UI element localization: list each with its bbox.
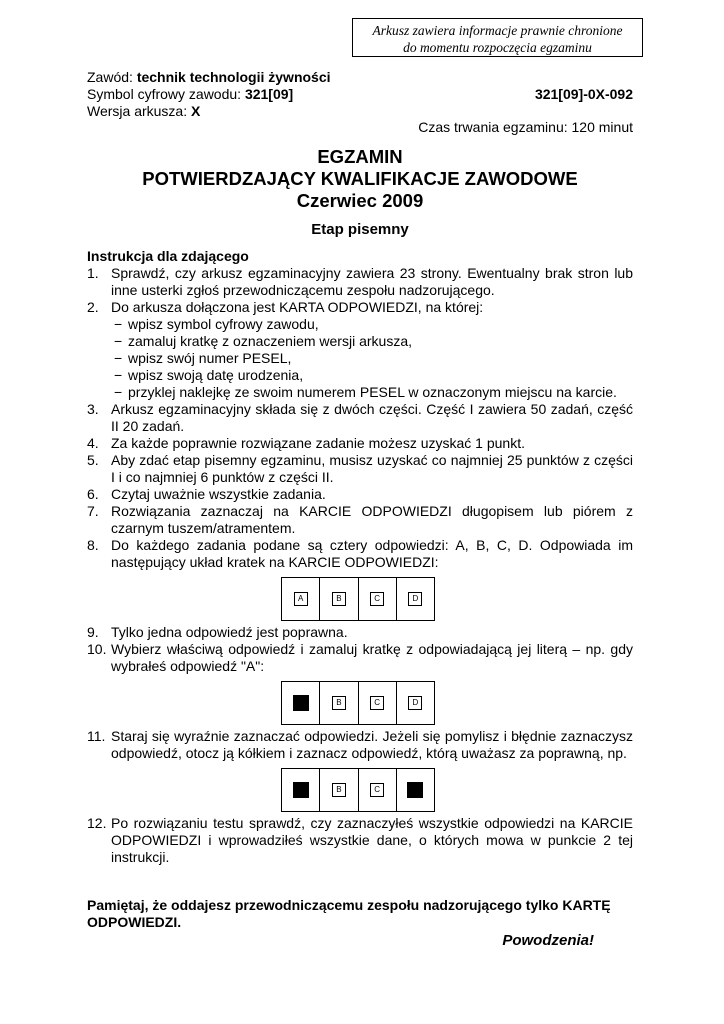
version-label: Wersja arkusza: <box>87 103 191 119</box>
item-number: 12. <box>87 815 107 831</box>
sub-item <box>87 367 633 384</box>
answer-cell <box>319 577 357 621</box>
instruction-item <box>87 537 633 571</box>
item-text: Tylko jedna odpowiedź jest poprawna. <box>111 624 348 640</box>
item-text: Wybierz właściwą odpowiedź i zamaluj kratkę z odpowiadającą jej literą – np. gdy wybrałeś odpowiedź "A": <box>111 641 633 674</box>
title-line-1: EGZAMIN <box>317 146 403 167</box>
exam-meta <box>87 69 633 120</box>
sub-item <box>87 384 633 401</box>
item-number: 1. <box>87 265 99 281</box>
dash-bullet: − <box>114 384 123 400</box>
item-text: Czytaj uważnie wszystkie zadania. <box>111 486 326 502</box>
item-text: Aby zdać etap pisemny egzaminu, musisz uzyskać co najmniej 25 punktów z części I i co najmniej 6 punktów z części II. <box>111 452 633 485</box>
item-text: Za każde poprawnie rozwiązane zadanie możesz uzyskać 1 punkt. <box>111 435 525 451</box>
item-number: 2. <box>87 299 99 315</box>
instruction-item <box>87 503 633 537</box>
answer-cell <box>396 768 435 812</box>
answer-box-c: C <box>370 592 384 606</box>
answer-box-a: A <box>294 592 308 606</box>
sub-item-text: przyklej naklejkę ze swoim numerem PESEL w oznaczonym miejscu na karcie. <box>128 384 617 400</box>
answer-grid-example <box>281 577 435 621</box>
item-number: 7. <box>87 503 99 519</box>
footer-reminder: Pamiętaj, że oddajesz przewodniczącemu zespołu nadzorującego tylko KARTĘ ODPOWIEDZI. <box>87 897 611 930</box>
code-label: Symbol cyfrowy zawodu: <box>87 86 245 102</box>
code-row <box>87 86 633 103</box>
instruction-item <box>87 299 633 316</box>
answer-box-c: C <box>370 783 384 797</box>
answer-cell <box>281 681 319 725</box>
item-text: Staraj się wyraźnie zaznaczać odpowiedzi. Jeżeli się pomylisz i błędnie zaznaczysz odpowiedź, otocz ją kółkiem i zaznacz odpowiedź, którą uważasz za poprawną, np. <box>111 728 633 761</box>
answer-cell <box>358 768 396 812</box>
sheet-code: 321[09]-0X-092 <box>534 86 633 102</box>
answer-cell <box>281 577 319 621</box>
answer-box-d: D <box>408 592 422 606</box>
item-number: 6. <box>87 486 99 502</box>
instruction-item <box>87 624 633 641</box>
version-value: X <box>191 103 201 119</box>
dash-bullet: − <box>114 316 123 332</box>
dash-bullet: − <box>114 333 123 349</box>
item-number: 8. <box>87 537 99 553</box>
item-number: 11. <box>87 728 106 744</box>
item-text: Po rozwiązaniu testu sprawdź, czy zaznaczyłeś wszystkie odpowiedzi na KARCIE ODPOWIEDZI i wprowadziłeś wszystkie dane, o których mowa w punkcie 2 tej instrukcji. <box>111 815 633 865</box>
answer-grid-filled-example <box>281 681 435 725</box>
instruction-item <box>87 815 633 866</box>
item-text: Rozwiązania zaznaczaj na KARCIE ODPOWIEDZI długopisem lub piórem z czarnym tuszem/atramentem. <box>111 503 633 536</box>
instruction-item <box>87 641 633 675</box>
legal-notice-line-2: do momentu rozpoczęcia egzaminu <box>403 40 592 55</box>
item-number: 5. <box>87 452 99 468</box>
version-row <box>87 103 633 120</box>
item-number: 10. <box>87 641 107 657</box>
instruction-item <box>87 401 633 435</box>
dash-bullet: − <box>114 350 123 366</box>
item-number: 4. <box>87 435 99 451</box>
title-line-3: Czerwiec 2009 <box>296 190 424 211</box>
answer-cell <box>358 681 396 725</box>
title-line-2: POTWIERDZAJĄCY KWALIFIKACJE ZAWODOWE <box>142 168 578 189</box>
profession-value: technik technologii żywności <box>136 69 331 85</box>
instructions-heading: Instrukcja dla zdającego <box>87 248 249 264</box>
answer-box-b: B <box>332 696 346 710</box>
sub-item-text: zamaluj kratkę z oznaczeniem wersji arkusza, <box>128 333 412 349</box>
item-text: Do każdego zadania podane są cztery odpowiedzi: A, B, C, D. Odpowiada im następujący układ kratek na KARCIE ODPOWIEDZI: <box>111 537 633 570</box>
sub-item-text: wpisz swoją datę urodzenia, <box>128 367 304 383</box>
answer-box-b: B <box>332 783 346 797</box>
answer-grid-corrected-example <box>281 768 435 812</box>
answer-cell <box>396 577 435 621</box>
sub-item <box>87 350 633 367</box>
item-text: Arkusz egzaminacyjny składa się z dwóch części. Część I zawiera 50 zadań, część II 20 zadań. <box>111 401 633 434</box>
instruction-item <box>87 728 633 762</box>
sub-item-text: wpisz symbol cyfrowy zawodu, <box>128 316 319 332</box>
instruction-item <box>87 452 633 486</box>
instruction-item <box>87 435 633 452</box>
sub-item-text: wpisz swój numer PESEL, <box>128 350 292 366</box>
code-value: 321[09] <box>244 86 294 102</box>
instruction-item <box>87 265 633 299</box>
exam-duration: Czas trwania egzaminu: 120 minut <box>418 119 633 135</box>
answer-box-c: C <box>370 696 384 710</box>
sub-item <box>87 333 633 350</box>
answer-box-a-filled: A <box>293 695 309 711</box>
item-number: 9. <box>87 624 99 640</box>
answer-cell <box>319 768 357 812</box>
instruction-item <box>87 486 633 503</box>
exam-stage: Etap pisemny <box>311 221 409 238</box>
exam-title <box>87 146 633 212</box>
answer-box-d-filled: D <box>407 782 423 798</box>
profession-label: Zawód: <box>87 69 137 85</box>
item-text: Sprawdź, czy arkusz egzaminacyjny zawiera 23 strony. Ewentualny brak stron lub inne usterki zgłoś przewodniczącemu zespołu nadzorującego. <box>111 265 633 298</box>
good-luck: Powodzenia! <box>502 932 594 949</box>
answer-cell <box>358 577 396 621</box>
item-text: Do arkusza dołączona jest KARTA ODPOWIEDZI, na której: <box>111 299 484 315</box>
sub-item <box>87 316 633 333</box>
item-number: 3. <box>87 401 99 417</box>
answer-cell <box>319 681 357 725</box>
legal-notice-line-1: Arkusz zawiera informacje prawnie chronione <box>372 23 623 38</box>
answer-box-b: B <box>332 592 346 606</box>
dash-bullet: − <box>114 367 123 383</box>
answer-cell <box>281 768 319 812</box>
legal-notice-box <box>352 18 643 57</box>
answer-box-a-circled: A <box>293 782 309 798</box>
instructions <box>87 248 633 866</box>
profession-row <box>87 69 633 86</box>
answer-box-d: D <box>408 696 422 710</box>
answer-cell <box>396 681 435 725</box>
